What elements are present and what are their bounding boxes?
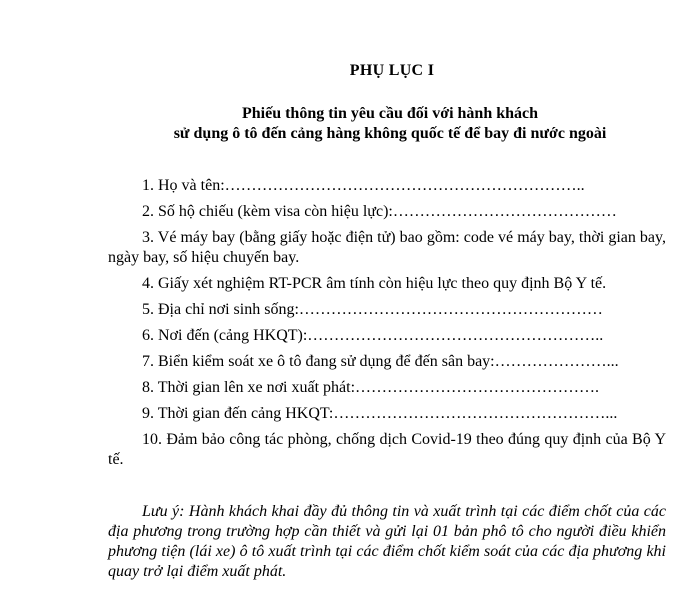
appendix-title: PHỤ LỤC I — [349, 62, 435, 79]
list-item: 8. Thời gian lên xe nơi xuất phát:………………………………………. — [142, 379, 600, 396]
form-title-line-2: sử dụng ô tô đến cảng hàng không quốc tế để bay đi nước ngoài — [173, 125, 607, 142]
list-item: 9. Thời gian đến cảng HKQT:……………………………………………... — [142, 405, 618, 422]
list-item: 6. Nơi đến (cảng HKQT):……………………………………………….. — [142, 327, 604, 344]
list-item: 5. Địa chỉ nơi sinh sống:………………………………………………… — [142, 301, 603, 318]
form-title-line-1: Phiếu thông tin yêu cầu đối với hành khách — [241, 105, 539, 122]
list-item: 1. Họ và tên:………………………………………………………….. — [142, 177, 585, 194]
note-paragraph: Lưu ý: Hành khách khai đầy đủ thông tin và xuất trình tại các điểm chốt của các địa phương trong trường hợp cần thiết và gửi lại 01 bản phô tô cho người điều khiển phương tiện (lái xe) ô tô xuất trình tại các điểm chốt kiểm soát của các địa phương khi quay trở lại điểm xuất phát. — [108, 503, 666, 580]
list-item: 3. Vé máy bay (bằng giấy hoặc điện tử) bao gồm: code vé máy bay, thời gian bay, ngày bay, số hiệu chuyến bay. — [108, 229, 666, 266]
list-item: 7. Biển kiểm soát xe ô tô đang sử dụng để đến sân bay:…………………... — [142, 353, 619, 370]
form-title — [40, 104, 700, 144]
list-item: 2. Số hộ chiếu (kèm visa còn hiệu lực):…………………………………… — [142, 203, 617, 220]
list-item: 10. Đảm bảo công tác phòng, chống dịch Covid-19 theo đúng quy định của Bộ Y tế. — [108, 431, 666, 468]
list-item: 4. Giấy xét nghiệm RT-PCR âm tính còn hiệu lực theo quy định Bộ Y tế. — [142, 275, 607, 292]
form-items-list — [108, 176, 666, 476]
